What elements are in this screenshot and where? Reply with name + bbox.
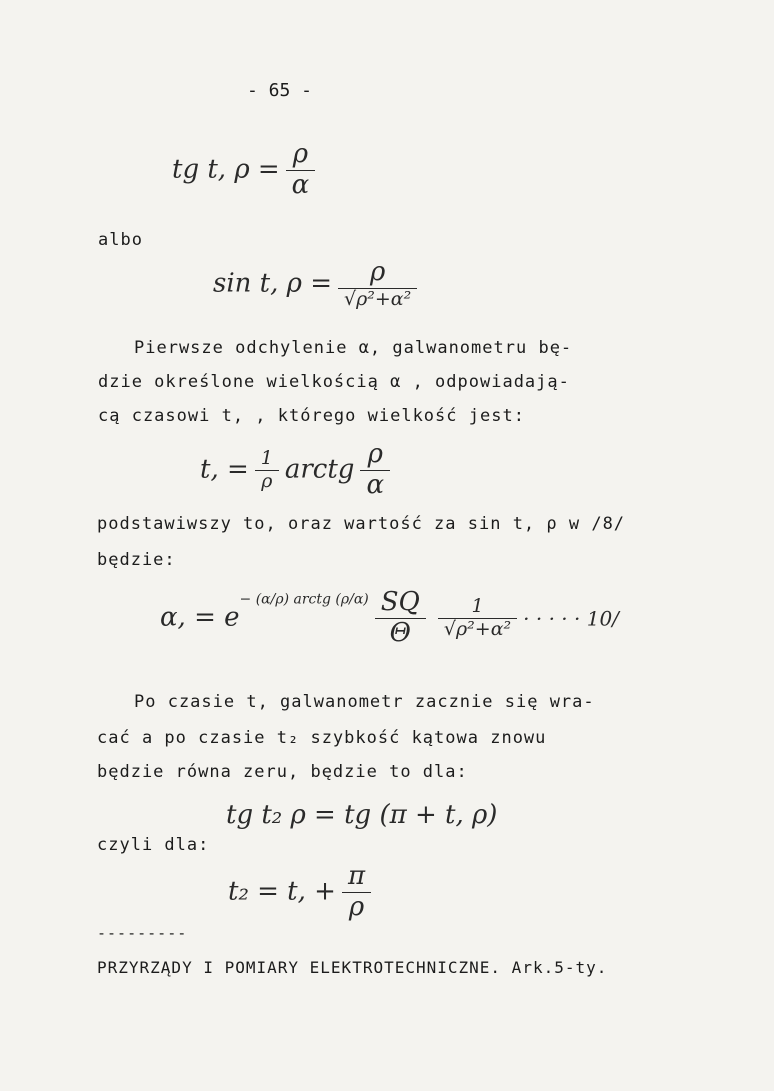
equation-t1-lhs: t, = — [200, 454, 249, 485]
paragraph-1-line-3: cą czasowi t, , którego wielkość jest: — [98, 406, 525, 426]
equation-alpha-fraction-1-numerator: SQ — [375, 588, 426, 619]
equation-t1-arctg: arctg — [284, 454, 355, 485]
paragraph-3-line-1: Po czasie t, galwanometr zacznie się wra- — [134, 692, 595, 712]
equation-tg-fraction — [286, 140, 316, 201]
paragraph-3-line-2: cać a po czasie t₂ szybkość kątowa znowu — [97, 728, 547, 748]
equation-t1-fraction-1-denominator: ρ — [261, 469, 273, 492]
paragraph-1-line-2: dzie określone wielkością α , odpowiadają- — [98, 372, 570, 392]
equation-t2-fraction — [342, 862, 371, 923]
equation-tg — [172, 140, 321, 201]
paragraph-2-line-1: podstawiwszy to, oraz wartość za sin t, ρ w /8/ — [97, 514, 626, 534]
equation-tg-lhs: tg t, ρ = — [172, 154, 280, 185]
equation-tg-numerator: ρ — [286, 140, 316, 171]
page-number: - 65 - — [247, 80, 313, 101]
equation-sin — [213, 258, 423, 311]
equation-alpha-fraction-1 — [375, 588, 426, 649]
equation-sin-numerator: ρ — [338, 258, 417, 289]
text-czyli: czyli dla: — [97, 835, 210, 855]
equation-alpha-fraction-2-denominator: √ρ²+α² — [443, 617, 512, 640]
equation-t1-fraction-2-denominator: α — [366, 469, 385, 500]
equation-t2-denominator: ρ — [348, 891, 365, 922]
equation-sin-fraction — [338, 258, 417, 311]
paragraph-3-line-3: będzie równa zeru, będzie to dla: — [97, 762, 468, 782]
equation-alpha-lhs: α, = e — [160, 602, 240, 633]
equation-t1-fraction-2-numerator: ρ — [360, 440, 390, 471]
text-albo: albo — [98, 230, 143, 250]
equation-t2-lhs: t₂ = t, + — [228, 876, 336, 907]
footer: PRZYRZĄDY I POMIARY ELEKTROTECHNICZNE. Ark.5-ty. — [97, 958, 608, 977]
equation-alpha-exponent: − (α/ρ) arctg (ρ/α) — [239, 591, 369, 608]
equation-alpha — [160, 588, 619, 649]
equation-alpha-fraction-1-denominator: Θ — [389, 617, 411, 648]
equation-t2 — [228, 862, 377, 923]
equation-t2-numerator: π — [342, 862, 371, 893]
equation-alpha-fraction-2 — [438, 596, 517, 641]
equation-t1-fraction-2 — [360, 440, 390, 501]
equation-alpha-fraction-2-numerator: 1 — [438, 596, 517, 619]
equation-t1-fraction-1 — [255, 448, 279, 493]
equation-alpha-number: · · · · · 10/ — [523, 606, 619, 631]
paragraph-2-line-2: będzie: — [97, 550, 176, 570]
paragraph-1-line-1: Pierwsze odchylenie α, galwanometru bę- — [134, 338, 573, 358]
separator: --------- — [97, 924, 188, 942]
equation-sin-denominator: √ρ²+α² — [343, 287, 412, 310]
equation-tg-denominator: α — [291, 169, 310, 200]
equation-tg2: tg t₂ ρ = tg (π + t, ρ) — [226, 800, 498, 830]
equation-t1-fraction-1-numerator: 1 — [255, 448, 279, 471]
equation-sin-lhs: sin t, ρ = — [213, 268, 332, 299]
equation-t1 — [200, 440, 396, 501]
